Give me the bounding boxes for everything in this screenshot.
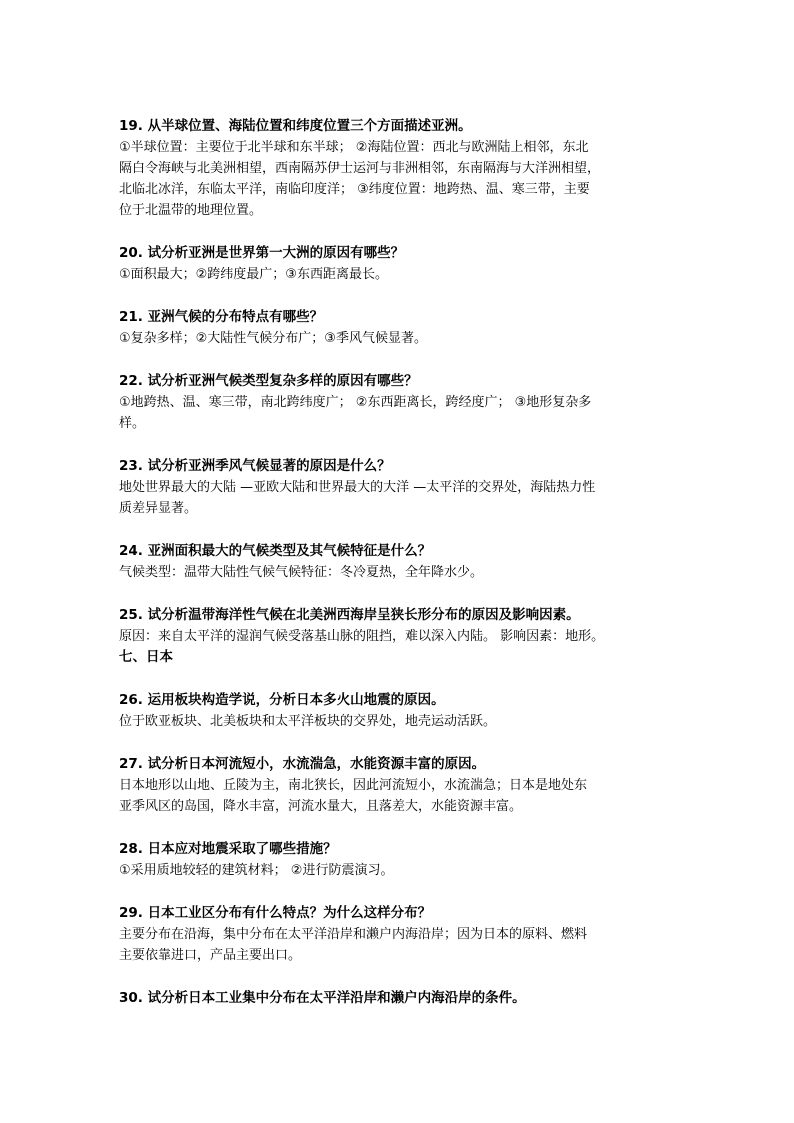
answer-line: ①采用质地较轻的建筑材料； ②进行防震演习。 bbox=[119, 863, 394, 878]
question-26: 26. 运用板块构造学说，分析日本多火山地震的原因。 bbox=[119, 692, 445, 708]
section-title: 七、日本 bbox=[119, 649, 173, 665]
answer-line: 位于欧亚板块、北美板块和太平洋板块的交界处，地壳运动活跃。 bbox=[119, 714, 497, 729]
question-25: 25. 试分析温带海洋性气候在北美洲西海岸呈狭长形分布的原因及影响因素。 bbox=[119, 607, 580, 623]
answer-line: 气候类型：温带大陆性气候气候特征：冬冷夏热，全年降水少。 bbox=[119, 565, 484, 580]
answer-23 bbox=[119, 477, 689, 519]
answer-line: ①面积最大；②跨纬度最广；③东西距离最长。 bbox=[119, 267, 388, 282]
answer-line: 北临北冰洋，东临太平洋，南临印度洋； ③纬度位置：地跨热、温、寒三带，主要 bbox=[119, 182, 590, 197]
question-block-20 bbox=[119, 243, 689, 285]
question-block-19 bbox=[119, 116, 689, 221]
answer-line: 样。 bbox=[119, 416, 146, 431]
answer-21 bbox=[119, 328, 689, 349]
answer-20 bbox=[119, 264, 689, 285]
question-27: 27. 试分析日本河流短小，水流湍急，水能资源丰富的原因。 bbox=[119, 756, 486, 772]
answer-line: 亚季风区的岛国，降水丰富，河流水量大，且落差大，水能资源丰富。 bbox=[119, 799, 523, 814]
answer-line: 地处世界最大的大陆 —亚欧大陆和世界最大的大洋 —太平洋的交界处，海陆热力性 bbox=[119, 480, 596, 495]
answer-19 bbox=[119, 137, 689, 221]
answer-28 bbox=[119, 860, 689, 881]
question-30: 30. 试分析日本工业集中分布在太平洋沿岸和濑户内海沿岸的条件。 bbox=[119, 990, 526, 1006]
question-19: 19. 从半球位置、海陆位置和纬度位置三个方面描述亚洲。 bbox=[119, 118, 472, 134]
answer-line: 位于北温带的地理位置。 bbox=[119, 203, 263, 218]
question-24: 24. 亚洲面积最大的气候类型及其气候特征是什么？ bbox=[119, 543, 432, 559]
answer-line: ①地跨热、温、寒三带，南北跨纬度广； ②东西距离长，跨经度广； ③地形复杂多 bbox=[119, 395, 592, 410]
answer-line: 主要依靠进口，产品主要出口。 bbox=[119, 948, 302, 963]
answer-line: 原因：来自太平洋的湿润气候受落基山脉的阻挡，难以深入内陆。 影响因素：地形。 bbox=[119, 629, 605, 644]
answer-22 bbox=[119, 392, 689, 434]
answer-line: 日本地形以山地、丘陵为主，南北狭长，因此河流短小，水流湍急；日本是地处东 bbox=[119, 778, 588, 793]
question-29: 29. 日本工业区分布有什么特点？为什么这样分布？ bbox=[119, 905, 432, 921]
question-22: 22. 试分析亚洲气候类型复杂多样的原因有哪些？ bbox=[119, 373, 418, 389]
answer-line: 隔白令海峡与北美洲相望，西南隔苏伊士运河与非洲相邻，东南隔海与大洋洲相望， bbox=[119, 161, 601, 176]
question-block-26 bbox=[119, 690, 689, 732]
answer-line: 主要分布在沿海，集中分布在太平洋沿岸和濑户内海沿岸；因为日本的原料、燃料 bbox=[119, 927, 588, 942]
question-block-29 bbox=[119, 903, 689, 966]
question-block-25 bbox=[119, 605, 689, 647]
question-block-28 bbox=[119, 839, 689, 881]
question-block-23 bbox=[119, 456, 689, 519]
answer-26 bbox=[119, 711, 689, 732]
question-21: 21. 亚洲气候的分布特点有哪些？ bbox=[119, 309, 324, 325]
question-20: 20. 试分析亚洲是世界第一大洲的原因有哪些？ bbox=[119, 245, 405, 261]
question-23: 23. 试分析亚洲季风气候显著的原因是什么？ bbox=[119, 458, 391, 474]
question-block-22 bbox=[119, 371, 689, 434]
answer-25 bbox=[119, 626, 689, 647]
question-block-27 bbox=[119, 754, 689, 817]
answer-line: ①复杂多样；②大陆性气候分布广；③季风气候显著。 bbox=[119, 331, 427, 346]
document-page bbox=[119, 116, 689, 1031]
answer-27 bbox=[119, 775, 689, 817]
answer-line: ①半球位置：主要位于北半球和东半球； ②海陆位置：西北与欧洲陆上相邻，东北 bbox=[119, 140, 589, 155]
question-28: 28. 日本应对地震采取了哪些措施？ bbox=[119, 841, 337, 857]
answer-29 bbox=[119, 924, 689, 966]
question-block-21 bbox=[119, 307, 689, 349]
question-block-24 bbox=[119, 541, 689, 583]
answer-24 bbox=[119, 562, 689, 583]
question-block-30 bbox=[119, 988, 689, 1009]
answer-line: 质差异显著。 bbox=[119, 501, 198, 516]
